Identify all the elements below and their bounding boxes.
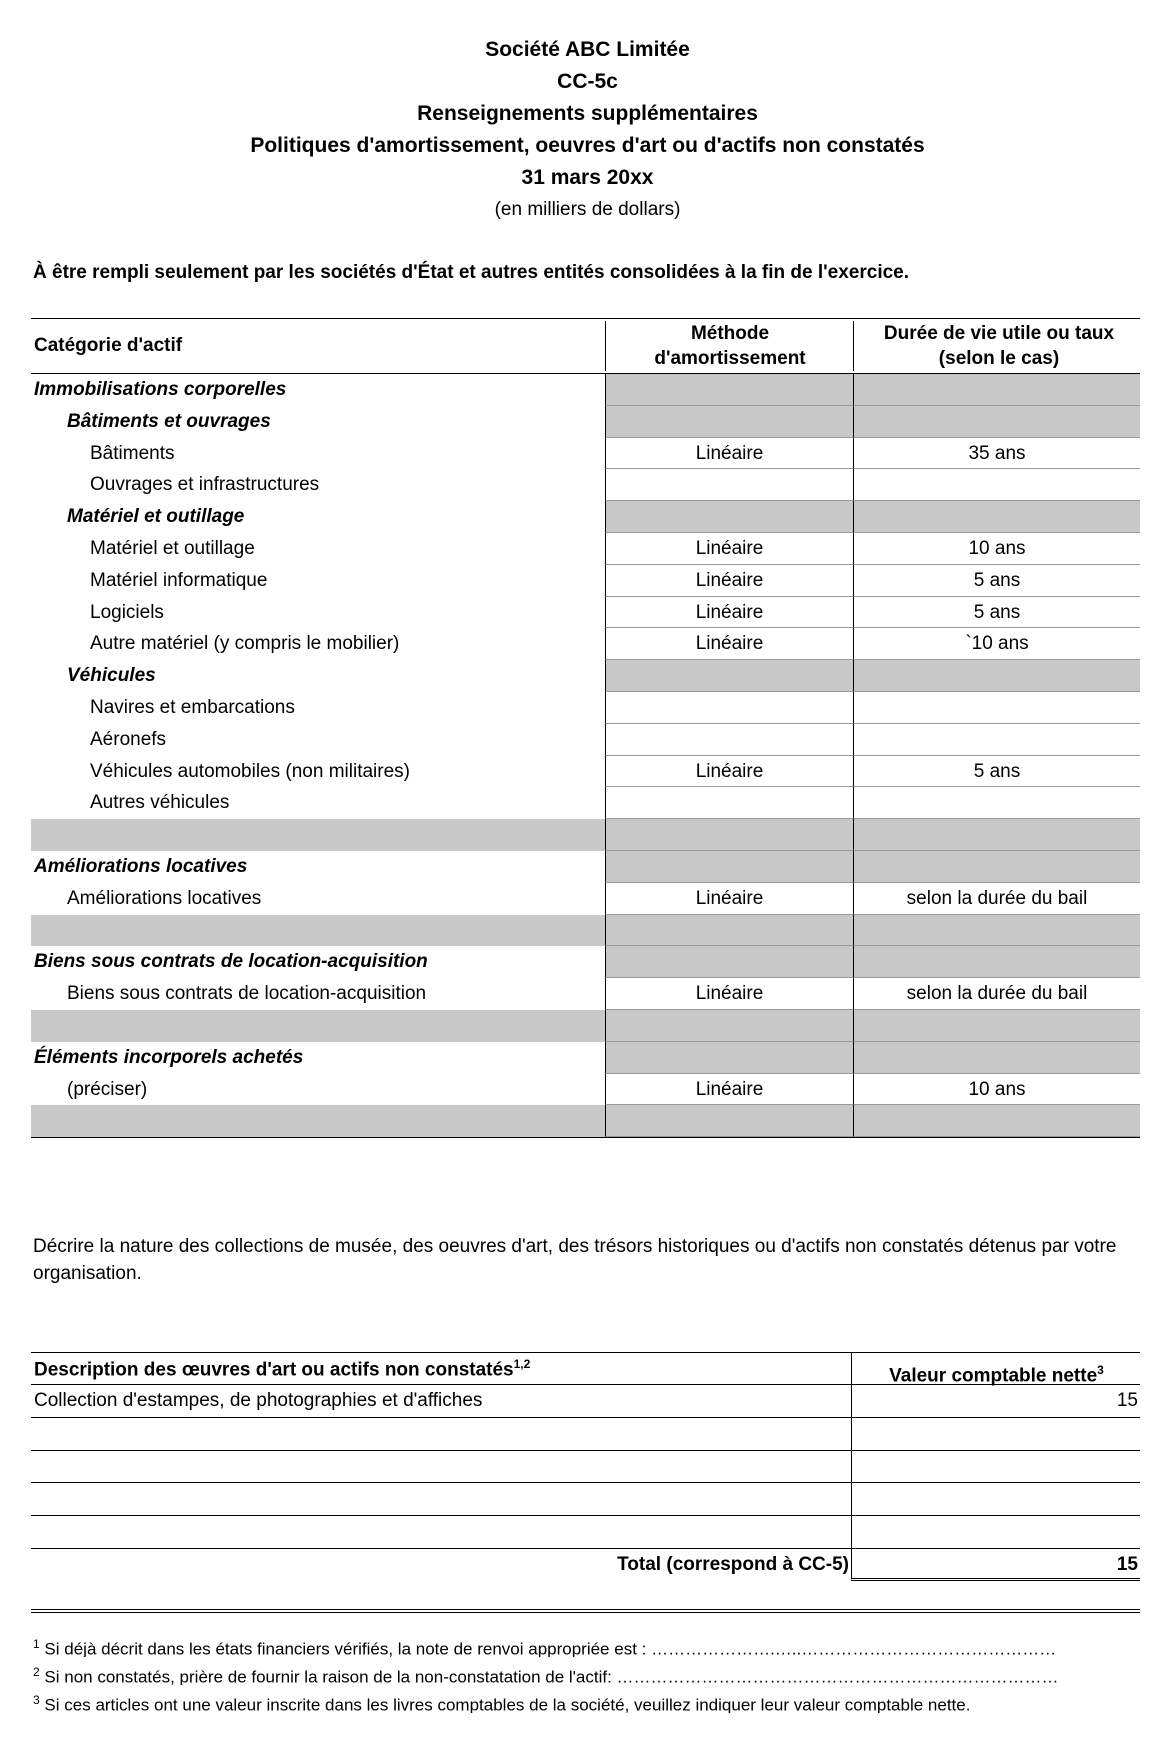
- spacer-row: [31, 819, 1140, 851]
- total-value: 15: [851, 1549, 1140, 1581]
- useful-life-cell: [853, 1105, 1140, 1137]
- art-value-cell: [851, 1483, 1140, 1515]
- asset-row: [31, 692, 1140, 724]
- useful-life-cell: [853, 787, 1140, 819]
- art-description-cell: [31, 1483, 851, 1515]
- column-header-net-book-value: [851, 1353, 1141, 1387]
- column-header-life-line1: Durée de vie utile ou taux: [883, 323, 1115, 344]
- footnote-text: Si non constatés, prière de fournir la raison de la non-constatation de l'actif: ……………………………………………………………………: [44, 1667, 1059, 1685]
- method-cell: Linéaire: [605, 597, 853, 629]
- useful-life-cell: [853, 406, 1140, 438]
- method-cell: Linéaire: [605, 565, 853, 597]
- spacer-row: [31, 1010, 1140, 1042]
- useful-life-cell: 5 ans: [853, 597, 1140, 629]
- asset-category: [31, 915, 605, 947]
- useful-life-cell: 35 ans: [853, 438, 1140, 470]
- asset-category: Matériel informatique: [90, 569, 268, 591]
- asset-category: Navires et embarcations: [90, 696, 295, 718]
- method-cell: [605, 724, 853, 756]
- useful-life-cell: selon la durée du bail: [853, 978, 1140, 1010]
- asset-category: [31, 1010, 605, 1042]
- describe-instruction: Décrire la nature des collections de musée, des oeuvres d'art, des trésors historiques ou d'actifs non constatés détenus par votre organisation.: [33, 1236, 1117, 1284]
- section-heading: Améliorations locatives: [34, 855, 248, 877]
- column-header-description: [34, 1357, 530, 1381]
- asset-category: [31, 1105, 605, 1137]
- depreciation-table-body: [31, 374, 1140, 1137]
- asset-row: [31, 851, 1140, 883]
- method-cell: [605, 501, 853, 533]
- footnote-ref: 1,2: [513, 1357, 531, 1371]
- spacer-row: [31, 1105, 1140, 1137]
- useful-life-cell: [853, 851, 1140, 883]
- asset-row: [31, 438, 1140, 470]
- column-header-life-line2: (selon le cas): [938, 348, 1060, 369]
- art-row: [31, 1418, 1140, 1451]
- art-assets-table: [31, 1352, 1140, 1613]
- useful-life-cell: 10 ans: [853, 1074, 1140, 1106]
- method-cell: [605, 1105, 853, 1137]
- footnote-2: [33, 1657, 1143, 1685]
- art-row: [31, 1451, 1140, 1484]
- form-code: CC-5c: [557, 70, 618, 93]
- asset-row: [31, 628, 1140, 660]
- footnote-number: 1: [33, 1637, 40, 1651]
- useful-life-cell: [853, 724, 1140, 756]
- method-cell: Linéaire: [605, 756, 853, 788]
- useful-life-cell: [853, 660, 1140, 692]
- asset-row: [31, 597, 1140, 629]
- method-cell: [605, 787, 853, 819]
- asset-category: (préciser): [67, 1078, 148, 1100]
- column-header-useful-life: [853, 321, 1144, 371]
- asset-category: Aéronefs: [90, 728, 167, 750]
- art-table-total-row: [31, 1549, 1140, 1581]
- useful-life-cell: `10 ans: [853, 628, 1140, 660]
- asset-category: Véhicules automobiles (non militaires): [90, 760, 410, 782]
- art-description-cell: [31, 1516, 851, 1548]
- footnote-ref: 3: [1097, 1363, 1104, 1377]
- footnote-3: [33, 1685, 1143, 1713]
- section-heading: Biens sous contrats de location-acquisition: [34, 951, 428, 973]
- method-cell: Linéaire: [605, 438, 853, 470]
- asset-category: Autres véhicules: [90, 792, 230, 814]
- method-cell: [605, 692, 853, 724]
- asset-row: [31, 1074, 1140, 1106]
- footnote-number: 2: [33, 1665, 40, 1679]
- useful-life-cell: [853, 501, 1140, 533]
- method-cell: Linéaire: [605, 978, 853, 1010]
- footnote-text: Si déjà décrit dans les états financiers vérifiés, la note de renvoi appropriée est : ………………….…..………………………………………: [44, 1639, 1057, 1657]
- art-description-cell: [31, 1418, 851, 1450]
- method-cell: [605, 915, 853, 947]
- useful-life-cell: [853, 469, 1140, 501]
- asset-row: [31, 565, 1140, 597]
- method-cell: [605, 660, 853, 692]
- form-subtitle: Renseignements supplémentaires: [417, 102, 758, 125]
- asset-row: [31, 374, 1140, 406]
- method-cell: Linéaire: [605, 533, 853, 565]
- asset-row: [31, 406, 1140, 438]
- art-value-cell: [851, 1418, 1140, 1450]
- asset-row: [31, 787, 1140, 819]
- useful-life-cell: [853, 915, 1140, 947]
- footnote-number: 3: [33, 1693, 40, 1707]
- useful-life-cell: [853, 1042, 1140, 1074]
- column-header-category: Catégorie d'actif: [34, 335, 183, 356]
- method-cell: [605, 851, 853, 883]
- section-heading: Éléments incorporels achetés: [34, 1046, 304, 1068]
- footnotes: [33, 1629, 1143, 1713]
- method-cell: [605, 374, 853, 406]
- asset-category: Améliorations locatives: [67, 887, 262, 909]
- method-cell: [605, 1010, 853, 1042]
- asset-row: [31, 724, 1140, 756]
- column-header-value-label: Valeur comptable nette: [889, 1365, 1098, 1387]
- useful-life-cell: [853, 819, 1140, 851]
- useful-life-cell: 5 ans: [853, 565, 1140, 597]
- company-name: Société ABC Limitée: [485, 38, 690, 61]
- method-cell: [605, 469, 853, 501]
- document-header: [0, 34, 1175, 226]
- column-header-description-label: Description des œuvres d'art ou actifs non constatés: [34, 1359, 514, 1381]
- art-table-header: [31, 1352, 1140, 1385]
- asset-row: [31, 756, 1140, 788]
- section-heading: Immobilisations corporelles: [34, 379, 287, 400]
- asset-category: Logiciels: [90, 601, 164, 623]
- asset-category: Bâtiments: [90, 442, 175, 464]
- useful-life-cell: selon la durée du bail: [853, 883, 1140, 915]
- art-row: [31, 1483, 1140, 1516]
- useful-life-cell: [853, 692, 1140, 724]
- asset-category: Biens sous contrats de location-acquisition: [67, 983, 427, 1005]
- art-value-cell: [851, 1451, 1140, 1483]
- depreciation-table: [31, 318, 1140, 1138]
- useful-life-cell: 10 ans: [853, 533, 1140, 565]
- art-description-cell: Collection d'estampes, de photographies et d'affiches: [34, 1390, 483, 1411]
- art-value-cell: 15: [851, 1385, 1140, 1417]
- method-cell: [605, 1042, 853, 1074]
- useful-life-cell: [853, 1010, 1140, 1042]
- table-bottom-rule: [31, 1137, 1140, 1138]
- method-cell: [605, 819, 853, 851]
- footnote-text: Si ces articles ont une valeur inscrite dans les livres comptables de la société, veuillez indiquer leur valeur comptable nette.: [44, 1695, 971, 1713]
- useful-life-cell: 5 ans: [853, 756, 1140, 788]
- subsection-heading: Véhicules: [67, 665, 156, 687]
- column-header-method: [605, 321, 854, 371]
- useful-life-cell: [853, 946, 1140, 978]
- asset-category: Ouvrages et infrastructures: [90, 474, 320, 496]
- column-header-method-line1: Méthode: [690, 323, 770, 344]
- form-units: (en milliers de dollars): [494, 199, 681, 220]
- method-cell: Linéaire: [605, 1074, 853, 1106]
- method-cell: [605, 406, 853, 438]
- subsection-heading: Matériel et outillage: [67, 506, 245, 528]
- double-rule: [31, 1581, 1140, 1613]
- asset-row: [31, 660, 1140, 692]
- art-table-body: [31, 1385, 1140, 1549]
- asset-row: [31, 883, 1140, 915]
- spacer-row: [31, 915, 1140, 947]
- asset-row: [31, 501, 1140, 533]
- useful-life-cell: [853, 374, 1140, 406]
- asset-row: [31, 1042, 1140, 1074]
- depreciation-table-header: [31, 318, 1140, 374]
- asset-category: [31, 819, 605, 851]
- form-title: Politiques d'amortissement, oeuvres d'art ou d'actifs non constatés: [250, 134, 925, 157]
- asset-row: [31, 978, 1140, 1010]
- asset-category: Autre matériel (y compris le mobilier): [90, 633, 400, 655]
- column-header-method-line2: d'amortissement: [654, 348, 806, 369]
- asset-row: [31, 469, 1140, 501]
- method-cell: [605, 946, 853, 978]
- footnote-1: [33, 1629, 1143, 1657]
- total-label: Total (correspond à CC-5): [617, 1553, 849, 1575]
- art-description-cell: [31, 1451, 851, 1483]
- art-row: [31, 1385, 1140, 1418]
- art-value-cell: [851, 1516, 1140, 1548]
- method-cell: Linéaire: [605, 883, 853, 915]
- asset-row: [31, 533, 1140, 565]
- form-date: 31 mars 20xx: [521, 166, 654, 189]
- asset-row: [31, 946, 1140, 978]
- asset-category: Matériel et outillage: [90, 537, 255, 559]
- subsection-heading: Bâtiments et ouvrages: [67, 410, 271, 432]
- method-cell: Linéaire: [605, 628, 853, 660]
- instruction-text: À être rempli seulement par les sociétés d'État et autres entités consolidées à la fin de l'exercice.: [33, 262, 910, 283]
- art-row: [31, 1516, 1140, 1549]
